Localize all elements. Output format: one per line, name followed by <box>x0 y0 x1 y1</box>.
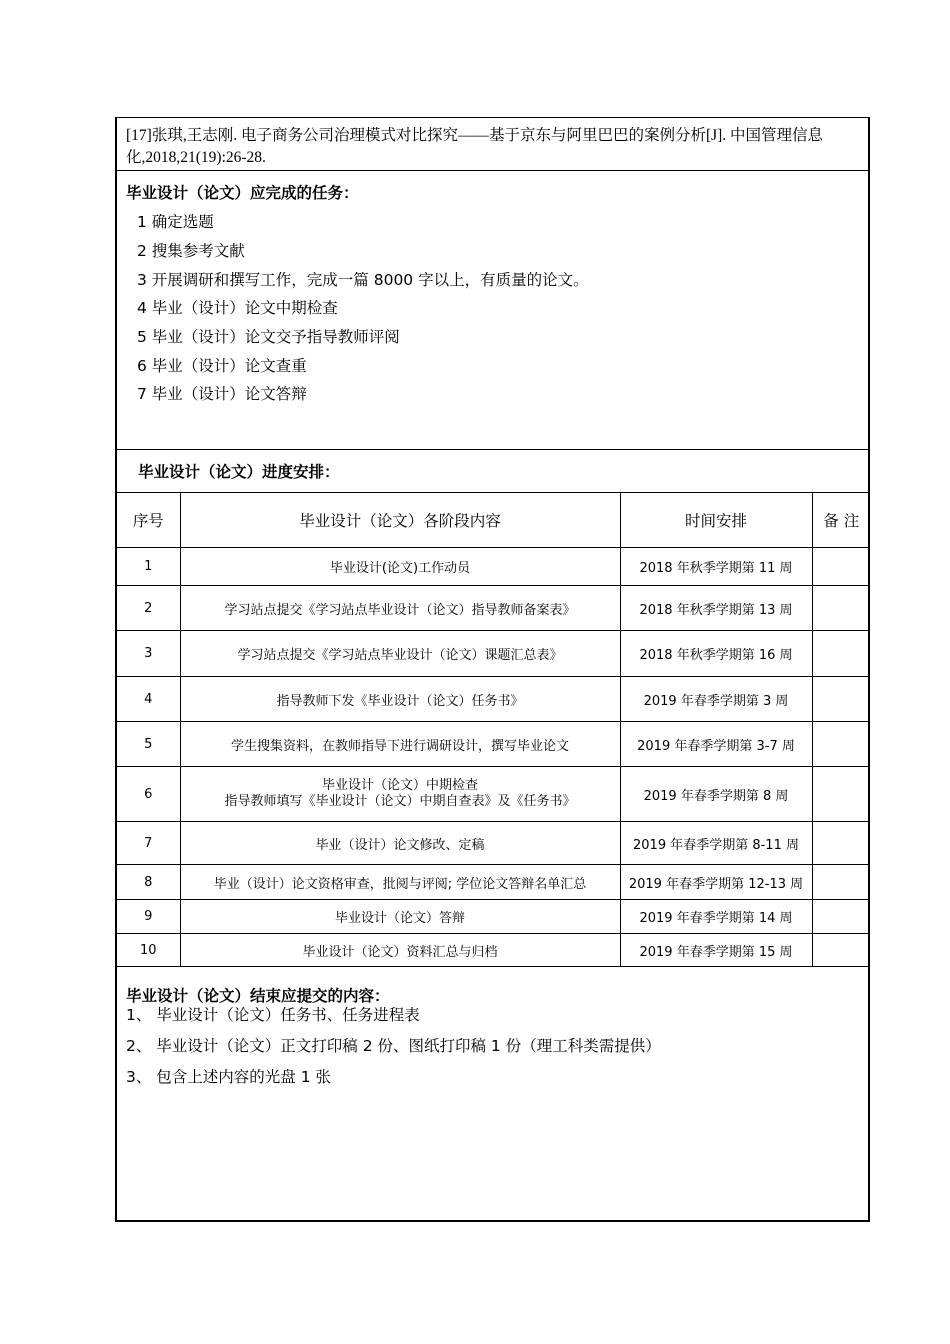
row-no: 8 <box>117 865 180 900</box>
row-note <box>812 767 870 822</box>
table-row <box>117 722 870 767</box>
table-row <box>117 586 870 631</box>
header-note: 备 注 <box>812 493 870 548</box>
row-time: 2019 年春季学期第 12-13 周 <box>620 865 812 900</box>
row-note <box>812 677 870 722</box>
row-no: 10 <box>117 934 180 967</box>
row-time: 2018 年秋季学期第 13 周 <box>620 586 812 631</box>
table-row <box>117 548 870 586</box>
row-content: 毕业（设计）论文资格审查，批阅与评阅; 学位论文答辩名单汇总 <box>180 865 620 900</box>
row-note <box>812 631 870 677</box>
row-time: 2018 年秋季学期第 16 周 <box>620 631 812 677</box>
row-time: 2019 年春季学期第 15 周 <box>620 934 812 967</box>
row-no: 2 <box>117 586 180 631</box>
row-no: 7 <box>117 822 180 865</box>
task-item: 2 搜集参考文献 <box>137 242 245 260</box>
row-time: 2019 年春季学期第 3 周 <box>620 677 812 722</box>
row-note <box>812 822 870 865</box>
row-note <box>812 586 870 631</box>
row-content-line: 指导教师填写《毕业设计（论文）中期自查表》及《任务书》 <box>224 794 576 809</box>
row-content: 学习站点提交《学习站点毕业设计（论文）课题汇总表》 <box>180 631 620 677</box>
table-row <box>117 822 870 865</box>
row-content-line: 毕业设计（论文）中期检查 <box>321 778 478 793</box>
row-no: 4 <box>117 677 180 722</box>
submission-item: 3、 包含上述内容的光盘 1 张 <box>126 1068 332 1086</box>
table-row <box>117 900 870 934</box>
task-item: 6 毕业（设计）论文查重 <box>137 357 307 375</box>
row-note <box>812 900 870 934</box>
row-note <box>812 934 870 967</box>
task-item: 4 毕业（设计）论文中期检查 <box>137 299 338 317</box>
reference-entry: [17]张琪,王志刚. 电子商务公司治理模式对比探究——基于京东与阿里巴巴的案例分析[J]. 中国管理信息化,2018,21(19):26-28. <box>126 127 824 166</box>
submission-item: 2、 毕业设计（论文）正文打印稿 2 份、图纸打印稿 1 份（理工科类需提供） <box>126 1037 661 1055</box>
row-content: 毕业设计（论文）答辩 <box>180 900 620 934</box>
header-time: 时间安排 <box>620 493 812 548</box>
task-form-table <box>115 117 870 1222</box>
divider <box>117 170 868 171</box>
row-content: 指导教师下发《毕业设计（论文）任务书》 <box>180 677 620 722</box>
row-no: 3 <box>117 631 180 677</box>
submission-item: 1、 毕业设计（论文）任务书、任务进程表 <box>126 1006 420 1024</box>
row-no: 6 <box>117 767 180 822</box>
row-no: 9 <box>117 900 180 934</box>
table-row <box>117 934 870 967</box>
row-time: 2019 年春季学期第 3-7 周 <box>620 722 812 767</box>
row-content: 毕业（设计）论文修改、定稿 <box>180 822 620 865</box>
row-time: 2019 年春季学期第 14 周 <box>620 900 812 934</box>
task-item: 1 确定选题 <box>137 213 214 231</box>
row-content: 毕业设计(论文)工作动员 <box>180 548 620 586</box>
table-row <box>117 865 870 900</box>
row-no: 5 <box>117 722 180 767</box>
table-header-row <box>117 493 870 548</box>
schedule-title: 毕业设计（论文）进度安排： <box>138 463 340 481</box>
table-row <box>117 767 870 822</box>
row-time: 2018 年秋季学期第 11 周 <box>620 548 812 586</box>
row-content: 学生搜集资料，在教师指导下进行调研设计，撰写毕业论文 <box>180 722 620 767</box>
row-note <box>812 548 870 586</box>
row-time: 2019 年春季学期第 8 周 <box>620 767 812 822</box>
row-content: 学习站点提交《学习站点毕业设计（论文）指导教师备案表》 <box>180 586 620 631</box>
row-note <box>812 722 870 767</box>
row-time: 2019 年春季学期第 8-11 周 <box>620 822 812 865</box>
row-no: 1 <box>117 548 180 586</box>
schedule-table <box>117 492 870 967</box>
row-content: 毕业设计（论文）资料汇总与归档 <box>180 934 620 967</box>
task-item: 5 毕业（设计）论文交予指导教师评阅 <box>137 328 400 346</box>
row-content <box>180 767 620 822</box>
task-item: 3 开展调研和撰写工作，完成一篇 8000 字以上，有质量的论文。 <box>137 271 589 289</box>
row-note <box>812 865 870 900</box>
table-row <box>117 677 870 722</box>
header-content: 毕业设计（论文）各阶段内容 <box>180 493 620 548</box>
tasks-title: 毕业设计（论文）应完成的任务： <box>126 184 359 202</box>
divider <box>117 449 868 450</box>
task-item: 7 毕业（设计）论文答辩 <box>137 385 307 403</box>
table-row <box>117 631 870 677</box>
submission-title: 毕业设计（论文）结束应提交的内容： <box>126 987 390 1005</box>
header-no: 序号 <box>117 493 180 548</box>
